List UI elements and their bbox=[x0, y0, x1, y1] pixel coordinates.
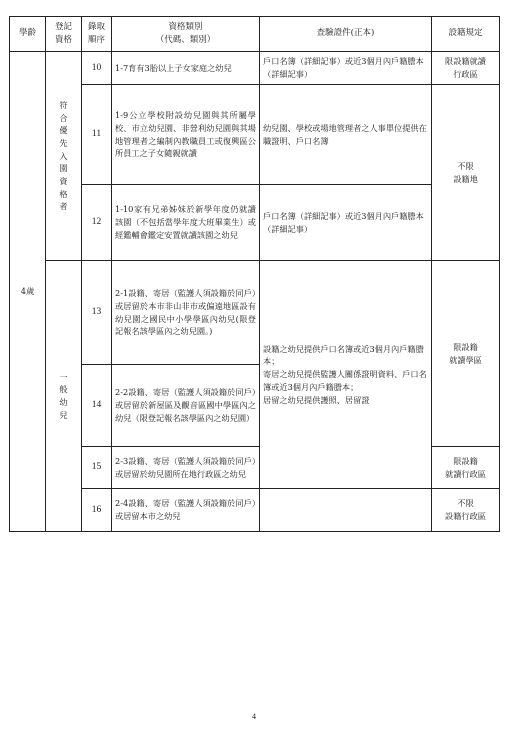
group-priority-label: 符合 優先 入園 資格 者 bbox=[59, 99, 68, 212]
table-row bbox=[10, 52, 500, 85]
residency-cell bbox=[432, 52, 500, 85]
category-cell: 1-10家有兄弟姊妹於新學年度仍就讀該園（不包括當學年度大班畢業生）或經鑑輔會鑑定安置就讀該園之幼兒 bbox=[112, 185, 260, 261]
header-registration-qualification bbox=[46, 17, 82, 52]
header-order-text: 錄取 順序 bbox=[87, 21, 105, 45]
header-category bbox=[112, 17, 260, 52]
header-residency-rule: 設籍規定 bbox=[432, 17, 500, 52]
table-row bbox=[10, 261, 500, 365]
category-cell: 2-1設籍、寄居（監護人須設籍於同戶）或居留於本市非山非市或偏遠地區設有幼兒園之國民中小學學區內幼兒(限登記報名該學區內之幼兒園。) bbox=[112, 261, 260, 365]
table-row bbox=[10, 185, 500, 261]
documents-text: 設籍之幼兒提供戶口名簿或近3個月內戶籍謄本； 寄居之幼兒提供監護人關係證明資料、戶口名簿或近3個月內戶籍謄本； 居留之幼兒提供護照、居留證 bbox=[263, 343, 427, 405]
order-cell: 13 bbox=[82, 261, 112, 365]
documents-cell: 戶口名簿（詳細記事）或近3個月內戶籍謄本（詳細記事） bbox=[260, 52, 432, 85]
category-cell: 1-9公立學校附設幼兒園與其所屬學校、市立幼兒園、非營利幼兒園與其場地管理者之編制內教職員工或復興區公所員工之子女隨親就讀 bbox=[112, 85, 260, 185]
documents-cell: 幼兒園、學校或場地管理者之人事單位提供在職證明、戶口名簿 bbox=[260, 85, 432, 185]
documents-cell bbox=[260, 261, 432, 489]
group-general-label: 一般 幼兒 bbox=[59, 371, 68, 420]
residency-cell bbox=[432, 261, 500, 447]
order-cell: 15 bbox=[82, 447, 112, 489]
group-general-cell bbox=[46, 261, 82, 532]
header-row bbox=[10, 17, 500, 52]
residency-cell bbox=[432, 447, 500, 489]
residency-text: 限設籍 就讀學區 bbox=[449, 341, 482, 365]
residency-cell bbox=[432, 85, 500, 261]
admission-table bbox=[9, 16, 500, 532]
order-cell: 12 bbox=[82, 185, 112, 261]
residency-text: 不限 設籍行政區 bbox=[445, 498, 486, 521]
group-priority-cell bbox=[46, 52, 82, 261]
residency-text: 限設籍 就讀行政區 bbox=[445, 455, 486, 479]
category-cell: 2-2設籍、寄居（監護人須設籍於同戶）或居留於新屋區及觀音區國中學區內之幼兒（限登記報名該學區內之幼兒園） bbox=[112, 365, 260, 447]
order-cell: 16 bbox=[82, 489, 112, 532]
category-cell: 2-3設籍、寄居（監護人須設籍於同戶）或居留於幼兒園所在地行政區之幼兒 bbox=[112, 447, 260, 489]
residency-text: 不限 設籍地 bbox=[453, 160, 478, 184]
category-cell: 1-7育有3胎以上子女家庭之幼兒 bbox=[112, 52, 260, 85]
category-cell: 2-4設籍、寄居（監護人須設籍於同戶）或居留本市之幼兒 bbox=[112, 489, 260, 532]
header-admission-order bbox=[82, 17, 112, 52]
header-category-text: 資格類別 （代碼、類別） bbox=[155, 21, 216, 45]
order-cell: 11 bbox=[82, 85, 112, 185]
age-cell: 4歲 bbox=[10, 52, 46, 532]
order-cell: 14 bbox=[82, 365, 112, 447]
order-cell: 10 bbox=[82, 52, 112, 85]
documents-cell-empty bbox=[260, 489, 432, 532]
residency-cell bbox=[432, 489, 500, 532]
header-reg-text: 登記 資格 bbox=[54, 21, 72, 45]
residency-text: 限設籍就讀 行政區 bbox=[445, 56, 486, 79]
table-row bbox=[10, 85, 500, 185]
header-documents: 查驗證件(正本) bbox=[260, 17, 432, 52]
documents-cell: 戶口名簿（詳細記事）或近3個月內戶籍謄本（詳細記事） bbox=[260, 185, 432, 261]
page-number: 4 bbox=[252, 712, 256, 721]
header-age: 學齡 bbox=[10, 17, 46, 52]
table-row bbox=[10, 489, 500, 532]
